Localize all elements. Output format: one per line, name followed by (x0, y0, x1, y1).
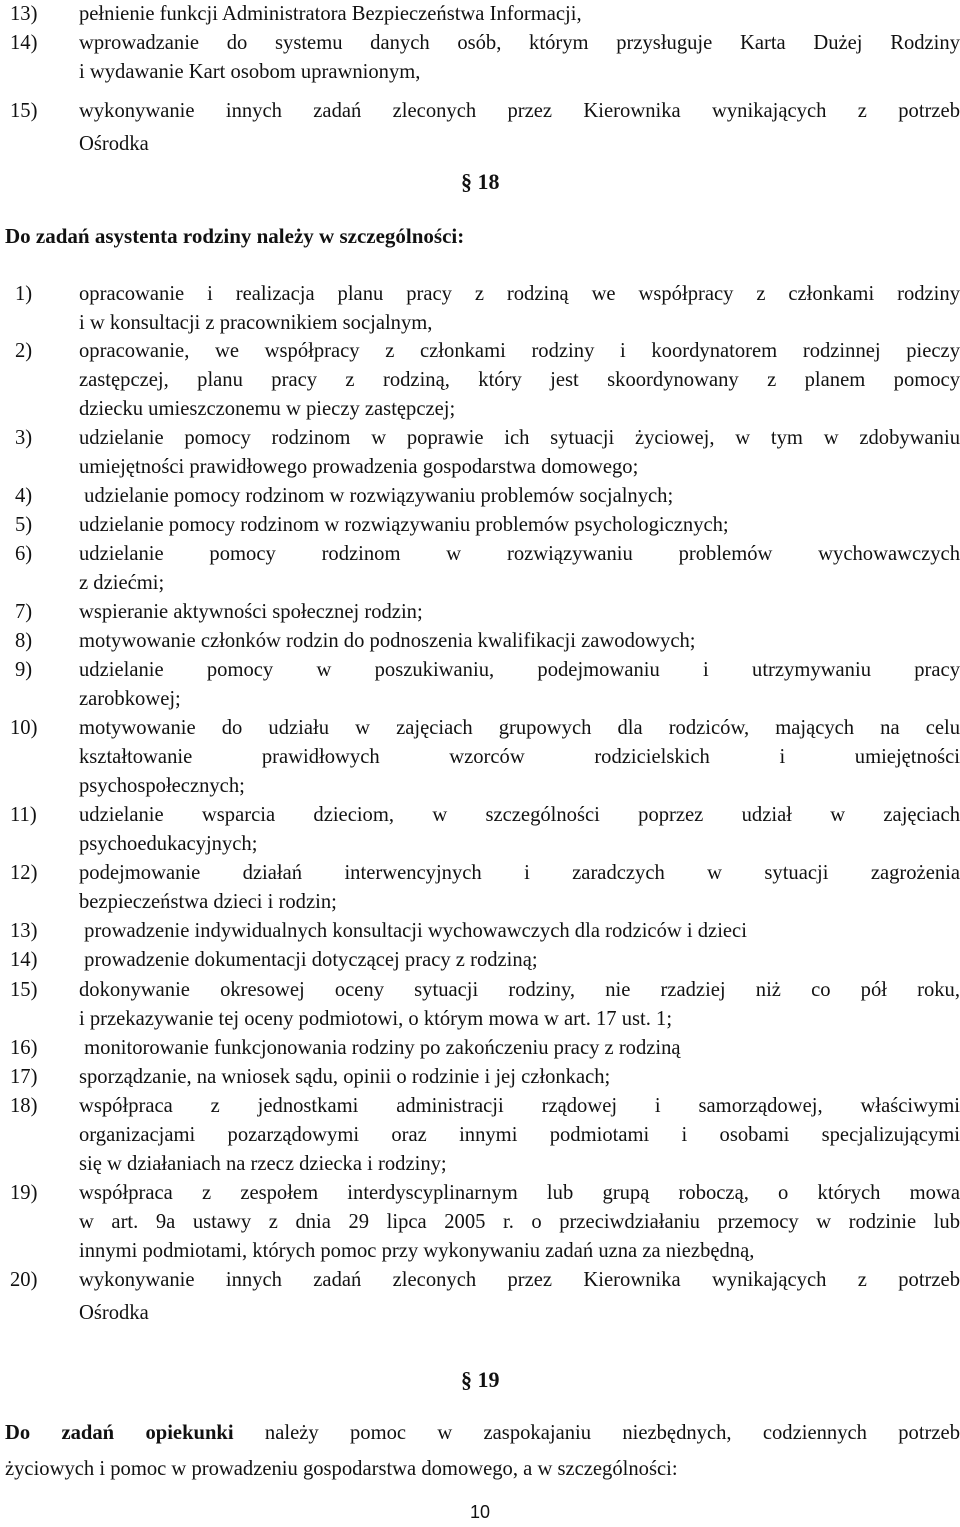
item-number: 8) (15, 630, 33, 652)
item-text: z dziećmi; (79, 572, 165, 594)
item-text: wykonywanie innych zadań zleconych przez Kierownika wynikających z potrzeb (79, 100, 960, 122)
item-text: monitorowanie funkcjonowania rodziny po zakończeniu pracy z rodziną (79, 1037, 681, 1059)
list-item (5, 627, 960, 656)
item-text: bezpieczeństwa dzieci i rodzin; (79, 891, 337, 913)
item-text: dokonywanie okresowej oceny sytuacji rodziny, nie rzadziej niż co pół roku, (79, 979, 960, 1001)
item-number: 3) (15, 427, 33, 449)
item-number: 17) (10, 1066, 38, 1088)
item-text: Ośrodka (79, 1302, 149, 1324)
intro-line-1 (5, 1415, 960, 1451)
list-item (5, 946, 960, 975)
item-number: 13) (10, 920, 38, 942)
item-text: opracowanie i realizacja planu pracy z rodziną we współpracy z członkami rodziny (79, 283, 960, 305)
list-item (5, 29, 960, 87)
item-number: 1) (15, 283, 33, 305)
item-number: 6) (15, 543, 33, 565)
item-text: motywowanie do udziału w zajęciach grupowych dla rodziców, mających na celu (79, 717, 960, 739)
item-text: zastępczej, planu pracy z rodziną, który jest skoordynowany z planem pomocy (79, 369, 960, 391)
list-item (5, 424, 960, 482)
list-item (5, 97, 960, 162)
list-item (5, 1266, 960, 1331)
item-number: 14) (10, 32, 38, 54)
list-item (5, 540, 960, 598)
paragraph-number-18: § 18 (461, 169, 500, 194)
item-text: współpraca z jednostkami administracji rządowej i samorządowej, właściwymi (79, 1095, 960, 1117)
item-text: innymi podmiotami, których pomoc przy wykonywaniu zadań uzna za niezbędną, (79, 1240, 755, 1262)
list-item (5, 1092, 960, 1179)
item-text: organizacjami pozarządowymi oraz innymi podmiotami i osobami specjalizującymi (79, 1124, 960, 1146)
item-number: 4) (15, 485, 33, 507)
item-number: 10) (10, 717, 38, 739)
page-number: 10 (469, 1502, 491, 1522)
item-text: psychoedukacyjnych; (79, 833, 258, 855)
item-text: i w konsultacji z pracownikiem socjalnym, (79, 312, 433, 334)
item-text: psychospołecznych; (79, 775, 245, 797)
list-item (5, 598, 960, 627)
intro-line-2: życiowych i pomoc w prowadzeniu gospodarstwa domowego, a w szczególności: (5, 1458, 678, 1480)
item-text: pełnienie funkcji Administratora Bezpieczeństwa Informacji, (79, 3, 582, 25)
item-number: 12) (10, 862, 38, 884)
intro-bold-1: Do zadań (5, 1422, 115, 1444)
item-text: wykonywanie innych zadań zleconych przez Kierownika wynikających z potrzeb (79, 1269, 960, 1291)
list-item (5, 917, 960, 946)
list-item (5, 511, 960, 540)
list-item (5, 0, 960, 29)
item-text: się w działaniach na rzecz dziecka i rodziny; (79, 1153, 447, 1175)
item-text: dziecku umieszczonemu w pieczy zastępczej; (79, 398, 456, 420)
item-text: kształtowanie prawidłowych wzorców rodzicielskich i umiejętności (79, 746, 960, 768)
list-item (5, 714, 960, 801)
item-number: 7) (15, 601, 33, 623)
item-text: udzielanie pomocy rodzinom w rozwiązywaniu problemów socjalnych; (79, 485, 674, 507)
intro-line-1-rest: należy pomoc w zaspokajaniu niezbędnych, codziennych potrzeb (233, 1422, 960, 1444)
item-number: 16) (10, 1037, 38, 1059)
item-text: udzielanie pomocy w poszukiwaniu, podejmowaniu i utrzymywaniu pracy (79, 659, 960, 681)
item-number: 11) (10, 804, 37, 826)
item-text: motywowanie członków rodzin do podnoszenia kwalifikacji zawodowych; (79, 630, 696, 652)
list-item (5, 976, 960, 1034)
item-text: i wydawanie Kart osobom uprawnionym, (79, 61, 421, 83)
item-number: 9) (15, 659, 33, 681)
item-text: wprowadzanie do systemu danych osób, którym przysługuje Karta Dużej Rodziny (79, 32, 960, 54)
item-text: sporządzanie, na wniosek sądu, opinii o rodzinie i jej członkach; (79, 1066, 611, 1088)
list-item (5, 1063, 960, 1092)
item-text: współpraca z zespołem interdyscyplinarnym lub grupą roboczą, o których mowa (79, 1182, 960, 1204)
item-text: w art. 9a ustawy z dnia 29 lipca 2005 r. o przeciwdziałaniu przemocy w rodzinie lub (79, 1211, 960, 1233)
item-number: 5) (15, 514, 33, 536)
list-item (5, 482, 960, 511)
item-number: 19) (10, 1182, 38, 1204)
item-text: udzielanie wsparcia dzieciom, w szczególności poprzez udział w zajęciach (79, 804, 960, 826)
item-number: 14) (10, 949, 38, 971)
item-text: Ośrodka (79, 133, 149, 155)
item-number: 18) (10, 1095, 38, 1117)
list-item (5, 1179, 960, 1266)
paragraph-number-19: § 19 (461, 1367, 500, 1392)
section-heading: Do zadań asystenta rodziny należy w szczególności: (5, 224, 465, 248)
intro-bold-2: opiekunki (145, 1422, 234, 1444)
item-number: 15) (10, 979, 38, 1001)
item-number: 13) (10, 3, 38, 25)
list-item (5, 656, 960, 714)
list-item (5, 801, 960, 859)
item-text: zarobkowej; (79, 688, 181, 710)
list-item (5, 1034, 960, 1063)
item-text: udzielanie pomocy rodzinom w rozwiązywaniu problemów psychologicznych; (79, 514, 729, 536)
item-number: 15) (10, 100, 38, 122)
item-text: prowadzenie dokumentacji dotyczącej pracy z rodziną; (79, 949, 538, 971)
list-item (5, 280, 960, 338)
item-text: udzielanie pomocy rodzinom w poprawie ich sytuacji życiowej, w tym w zdobywaniu (79, 427, 960, 449)
item-text: prowadzenie indywidualnych konsultacji wychowawczych dla rodziców i dzieci (79, 920, 747, 942)
item-text: podejmowanie działań interwencyjnych i zaradczych w sytuacji zagrożenia (79, 862, 960, 884)
item-text: umiejętności prawidłowego prowadzenia gospodarstwa domowego; (79, 456, 639, 478)
list-item (5, 859, 960, 917)
item-text: opracowanie, we współpracy z członkami rodziny i koordynatorem rodzinnej pieczy (79, 340, 960, 362)
list-item (5, 337, 960, 424)
section-19-intro (5, 1415, 960, 1487)
item-text: udzielanie pomocy rodzinom w rozwiązywaniu problemów wychowawczych (79, 543, 960, 565)
item-text: i przekazywanie tej oceny podmiotowi, o którym mowa w art. 17 ust. 1; (79, 1008, 673, 1030)
item-number: 20) (10, 1269, 38, 1291)
item-number: 2) (15, 340, 33, 362)
item-text: wspieranie aktywności społecznej rodzin; (79, 601, 423, 623)
